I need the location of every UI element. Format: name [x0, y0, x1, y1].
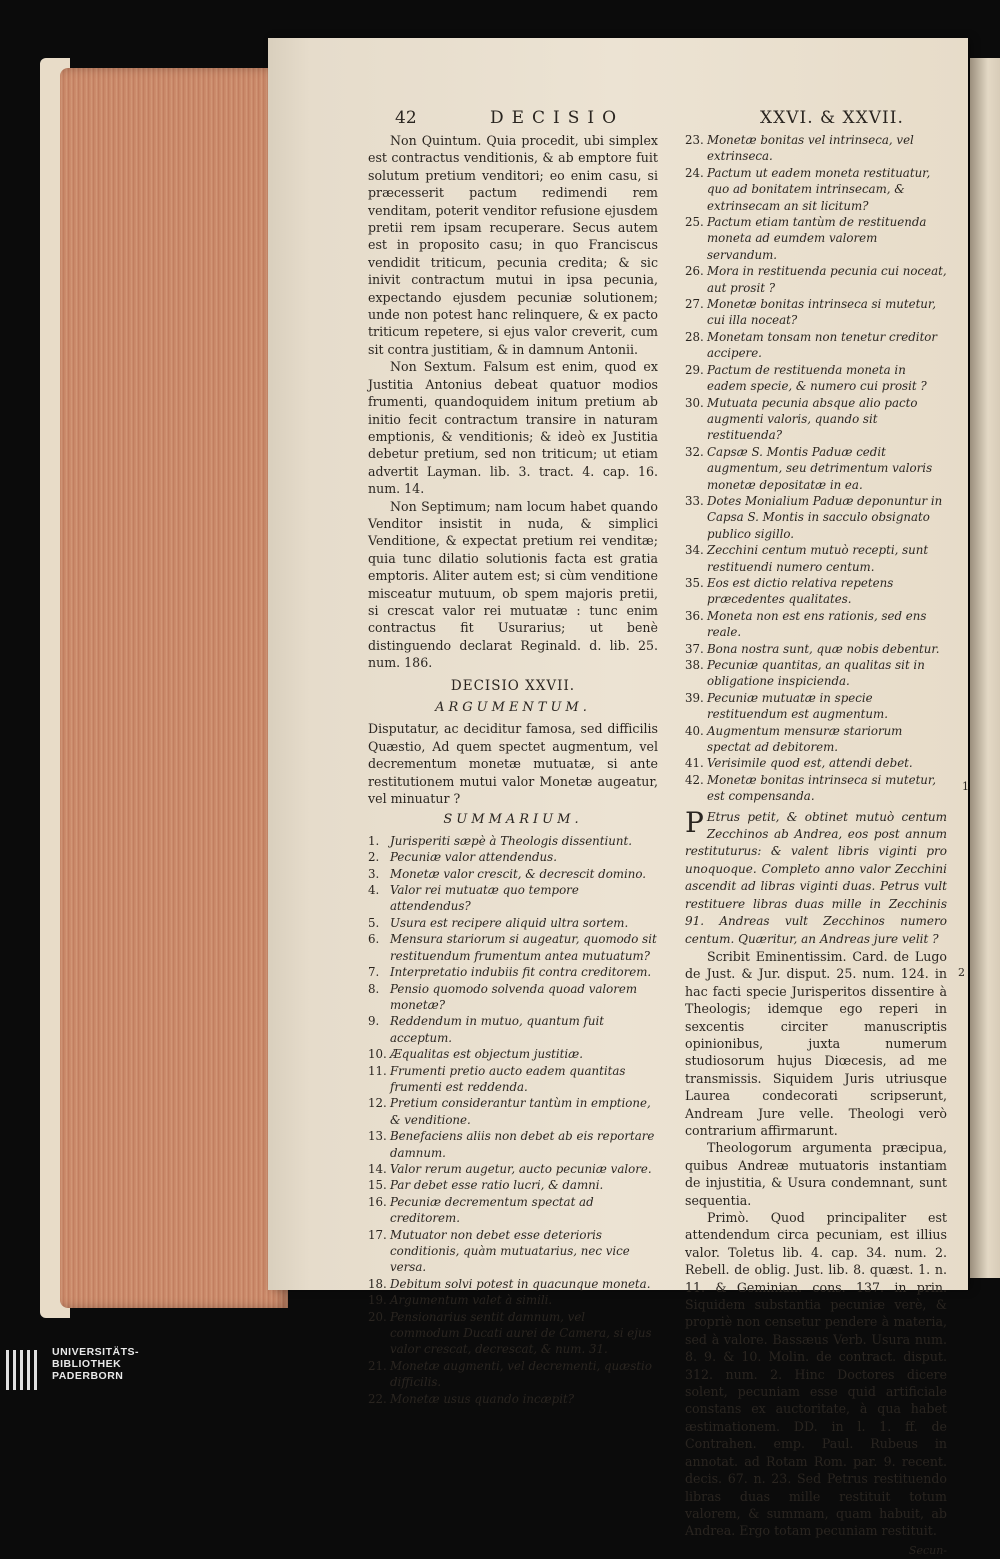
argumentum-heading: ARGUMENTUM.: [435, 700, 591, 715]
item-text: Æqualitas est objectum justitiæ.: [390, 1047, 583, 1062]
item-number: 3.: [368, 866, 380, 881]
summarium-item: [685, 772, 947, 805]
library-logo: [0, 1342, 200, 1394]
item-text: Monetæ augmenti, vel decrementi, quæstio difficilis.: [390, 1358, 652, 1390]
item-number: 16.: [368, 1194, 387, 1209]
item-text: Eos est dictio relativa repetens præcedentes qualitates.: [707, 575, 894, 607]
drop-capital: P: [685, 805, 704, 839]
summarium-item: [685, 132, 947, 165]
logo-bars-icon: [6, 1350, 41, 1394]
item-number: 40.: [685, 723, 704, 738]
summarium-item: [368, 882, 658, 915]
header-title: DECISIO: [490, 108, 625, 128]
summarium-item: [685, 362, 947, 395]
item-text: Zecchini centum mutuò recepti, sunt restituendi numero centum.: [707, 543, 929, 574]
item-number: 2.: [368, 850, 380, 865]
running-header: [395, 108, 940, 134]
item-text: Usura est recipere aliquid ultra sortem.: [390, 915, 629, 930]
paragraph: Non Septimum; nam locum habet quando Venditor insistit in nuda, & simplici Venditione, & expectat pretium rei venditæ; quia tunc dilatio solutionis facta est gratia emptoris. Aliter autem est; si cùm venditione misceatur mutuum, ob spem majoris pretii, si crescat valor rei mutuatæ : tunc enim contractus fit Usurarius; ut benè distinguendo declarat Reginald. d. lib. 25. num. 186.: [368, 498, 658, 671]
item-number: 18.: [368, 1276, 387, 1291]
summarium-item: [685, 575, 947, 608]
item-number: 11.: [368, 1063, 387, 1078]
item-number: 42.: [685, 772, 704, 787]
item-text: Dotes Monialium Paduæ deponuntur in Capsa S. Montis in sacculo obsignato publico sigillo.: [707, 493, 943, 541]
item-number: 36.: [685, 608, 704, 623]
item-text: Pensio quomodo solvenda quoad valorem monetæ?: [390, 981, 638, 1012]
summarium-item: [368, 1177, 658, 1193]
item-text: Pretium considerantur tantùm in emptione, & venditione.: [390, 1096, 651, 1127]
item-text: Capsæ S. Montis Paduæ cedit augmentum, seu detrimentum valoris monetæ depositatæ in ea.: [707, 444, 933, 492]
decisio-heading: DECISIO XXVII.: [450, 677, 576, 694]
summarium-item: [368, 981, 658, 1014]
item-text: Jurisperiti sæpè à Theologis dissentiunt.: [390, 833, 632, 848]
item-number: 15.: [368, 1178, 387, 1193]
case-text: Etrus petit, & obtinet mutuò centum Zecchinos ab Andrea, eos post annum restituturus: & valent libris viginti pro unoquoque. Completo anno valor Zecchini ascendit ad libras viginti duas. Petrus vult restituere libras duas mille in Zecchinis 91. Andreas vult Zecchinos numero centum. Quæritur, an Andreas jure velit ?: [685, 809, 947, 946]
item-text: Monetam tonsam non tenetur creditor accipere.: [707, 329, 938, 361]
item-text: Bona nostra sunt, quæ nobis debentur.: [707, 641, 940, 656]
summarium-item: [685, 263, 947, 296]
item-text: Pactum etiam tantùm de restituenda moneta ad eumdem valorem servandum.: [707, 215, 927, 262]
summarium-item: [685, 608, 947, 641]
summarium-item: [685, 493, 947, 542]
page-block-edge: [60, 68, 288, 1308]
summarium-item: [368, 849, 658, 865]
summarium-item: [685, 329, 947, 362]
summarium-item: [368, 1276, 658, 1292]
item-number: 26.: [685, 264, 704, 279]
summarium-item: [368, 1161, 658, 1177]
item-text: Argumentum valet à simili.: [390, 1293, 553, 1308]
item-number: 10.: [368, 1047, 387, 1062]
item-text: Pecuniæ decrementum spectat ad creditorem.: [390, 1194, 594, 1226]
item-number: 32.: [685, 444, 704, 459]
item-text: Pecuniæ mutuatæ in specie restituendum est augmentum.: [707, 690, 888, 722]
summarium-item: [685, 296, 947, 329]
item-number: 24.: [685, 165, 704, 180]
catchword: Secun-: [908, 1543, 947, 1557]
margin-note: 1: [962, 780, 969, 793]
summarium-item: [368, 1391, 658, 1407]
summarium-heading: SUMMARIUM.: [443, 812, 583, 828]
summarium-item: [685, 657, 947, 690]
facing-page-edge: [970, 58, 1000, 1278]
item-text: Monetæ bonitas vel intrinseca, vel extrinseca.: [707, 133, 914, 164]
logo-line: BIBLIOTHEK: [52, 1358, 122, 1370]
summarium-item: [368, 931, 658, 964]
item-text: Pensionarius sentit damnum, vel commodum Ducati aurei de Camera, si ejus valor crescat, decrescat, & num. 31.: [390, 1309, 652, 1357]
item-number: 8.: [368, 981, 380, 996]
item-text: Pactum de restituenda moneta in eadem specie, & numero cui prosit ?: [707, 362, 927, 394]
summarium-item: [368, 1358, 658, 1391]
item-number: 7.: [368, 965, 380, 980]
summarium-item: [685, 395, 947, 444]
item-number: 21.: [368, 1358, 387, 1373]
item-number: 19.: [368, 1293, 387, 1308]
item-number: 30.: [685, 395, 704, 410]
summarium-item: [368, 1227, 658, 1276]
item-text: Valor rei mutuatæ quo tempore attendendus?: [390, 883, 579, 914]
item-text: Pecuniæ valor attendendus.: [390, 850, 557, 865]
item-number: 28.: [685, 329, 704, 344]
summarium-item: [368, 1013, 658, 1046]
item-text: Mora in restituenda pecunia cui noceat, aut prosit ?: [707, 264, 947, 295]
item-text: Pactum ut eadem moneta restituatur, quo ad bonitatem intrinsecam, & extrinsecam an sit licitum?: [707, 165, 931, 213]
summarium-item: [685, 723, 947, 756]
logo-line: PADERBORN: [52, 1370, 124, 1382]
summarium-list-continued: [685, 132, 947, 805]
summarium-item: [368, 833, 658, 849]
item-number: 9.: [368, 1014, 380, 1029]
item-number: 23.: [685, 133, 704, 147]
item-text: Monetæ bonitas intrinseca si mutetur, est compensanda.: [707, 772, 937, 804]
summarium-item: [368, 964, 658, 980]
item-text: Valor rerum augetur, aucto pecuniæ valore.: [390, 1161, 652, 1176]
summarium-item: [368, 1128, 658, 1161]
summarium-item: [368, 1095, 658, 1128]
item-number: 38.: [685, 658, 704, 672]
item-text: Mensura stariorum si augeatur, quomodo sit restituendum frumentum antea mutuatum?: [390, 932, 657, 963]
header-title-numbers: XXVI. & XXVII.: [760, 108, 904, 128]
summarium-item: [368, 1063, 658, 1096]
item-text: Benefaciens aliis non debet ab eis reportare damnum.: [390, 1129, 655, 1160]
item-number: 5.: [368, 915, 380, 930]
item-text: Verisimile quod est, attendi debet.: [707, 756, 913, 771]
item-text: Augmentum mensuræ stariorum spectat ad debitorem.: [707, 723, 903, 755]
summarium-list: [368, 833, 658, 1407]
item-text: Monetæ valor crescit, & decrescit domino.: [390, 866, 646, 881]
paragraph: Theologorum argumenta præcipua, quibus Andreæ mutuatoris instantiam de injustitia, & Usura condemnant, sunt sequentia.: [685, 1140, 947, 1208]
item-text: Reddendum in mutuo, quantum fuit acceptum.: [390, 1014, 605, 1045]
item-text: Mutuator non debet esse deterioris conditionis, quàm mutuatarius, nec vice versa.: [390, 1227, 630, 1275]
summarium-item: [685, 444, 947, 493]
paragraph: Scribit Eminentissim. Card. de Lugo de Just. & Jur. disput. 25. num. 124. in hac facti specie Jurisperitos dissentire à Theologis; idemque ego reperi in sexcentis circiter manuscriptis opinionibus, juxta numerum studiosorum hujus Diœcesis, ad me transmissis. Siquidem Juris utriusque Laurea condecorati scripserunt, Andream Jure velle. Theologi verò contrarium affirmarunt.: [685, 948, 947, 1138]
item-text: Interpretatio indubiis fit contra creditorem.: [390, 965, 652, 980]
item-number: 17.: [368, 1227, 387, 1242]
summarium-item: [368, 1046, 658, 1062]
item-number: 20.: [368, 1309, 387, 1324]
paragraph: Non Quintum. Quia procedit, ubi simplex est contractus venditionis, & ab emptore fuit solutum pretium venditori; eo enim casu, si præcesserit pactum redimendi rem venditam, poterit venditor refusione ejusdem pretii rem ipsam recuperare. Secus autem est in proposito casu; in quo Franciscus vendidit triticum, pecunia credita; & sic inivit contractum mutui in ipsa pecunia, expectando ejusdem pecuniæ solutionem; unde non potest hanc relinquere, & ex pacto triticum repetere, si ejus valor creverit, cum sit contra justitiam, & in damnum Antonii.: [368, 133, 658, 357]
argumentum-text: Disputatur, ac deciditur famosa, sed difficilis Quæstio, Ad quem spectet augmentum, vel decrementum monetæ mutuatæ, si ante restitutionem mutui valor Monetæ augeatur, vel minuatur ?: [368, 721, 658, 807]
item-number: 37.: [685, 641, 704, 656]
case-statement: [685, 805, 947, 948]
margin-note: 2: [958, 966, 965, 979]
page-number: 42: [395, 108, 417, 128]
summarium-item: [368, 915, 658, 931]
summarium-item: [685, 690, 947, 723]
logo-line: UNIVERSITÄTS-: [52, 1346, 140, 1358]
item-number: 6.: [368, 932, 380, 947]
summarium-item: [685, 165, 947, 214]
summarium-item: [368, 1194, 658, 1227]
right-column: [685, 132, 947, 1559]
item-text: Moneta non est ens rationis, sed ens reale.: [707, 608, 927, 640]
item-number: 35.: [685, 575, 704, 590]
paragraph: Primò. Quod principaliter est attendendum circa pecuniam, est illius valor. Toletus lib. 4. cap. 34. num. 2. Rebell. de oblig. Just. lib. 8. quæst. 1. n. 11. & Geminian. cons. 137. in prin. Siquidem substantia pecuniæ verè, & propriè non censetur pendere à materia, sed à valore. Bassæus Verb. Usura num. 8. 9. & 10. Molin. de contract. disput. 312. num. 2. Hinc Doctores dicere solent, pecuniam esse quid artificiale constans ex auctoritate, à qua habet æstimationem. DD. in l. 1. ff. de Contrahen. emp. Paul. Rubeus in annotat. ad Rotam Rom. par. 9. recent. decis. 67. n. 23. Sed Petrus restituendo libras duas mille restituit totum valorem, & summam, quam habuit, ab Andrea. Ergo totam pecuniam restituit.: [685, 1210, 947, 1539]
item-number: 14.: [368, 1161, 387, 1176]
item-number: 13.: [368, 1129, 387, 1144]
item-text: Pecuniæ quantitas, an qualitas sit in obligatione inspicienda.: [707, 658, 925, 689]
item-text: Debitum solvi potest in quacunque moneta.: [390, 1276, 651, 1291]
item-number: 25.: [685, 215, 704, 230]
summarium-item: [368, 866, 658, 882]
paragraph: Non Sextum. Falsum est enim, quod ex Justitia Antonius debeat quatuor modios frumenti, quandoquidem initum pretium ab initio fecit contractum transire in naturam emptionis, & venditionis; & ideò ex Justitia debetur pretium, sed non triticum; ut etiam advertit Layman. lib. 3. tract. 4. cap. 16. num. 14.: [368, 359, 658, 497]
summarium-item: [685, 214, 947, 263]
item-number: 34.: [685, 543, 704, 558]
summarium-item: [685, 542, 947, 575]
item-number: 29.: [685, 362, 704, 377]
summarium-item: [685, 755, 947, 771]
item-text: Monetæ usus quando incæpit?: [390, 1391, 575, 1406]
summarium-item: [368, 1309, 658, 1358]
summarium-item: [685, 641, 947, 657]
item-number: 1.: [368, 833, 380, 848]
item-number: 41.: [685, 756, 704, 771]
item-number: 27.: [685, 297, 704, 312]
item-number: 39.: [685, 690, 704, 705]
item-number: 33.: [685, 493, 704, 508]
summarium-item: [368, 1292, 658, 1308]
item-text: Par debet esse ratio lucri, & damni.: [390, 1178, 604, 1193]
item-text: Frumenti pretio aucto eadem quantitas frumenti est reddenda.: [390, 1063, 626, 1094]
item-number: 22.: [368, 1391, 387, 1406]
item-number: 4.: [368, 883, 380, 898]
item-number: 12.: [368, 1096, 387, 1111]
item-text: Monetæ bonitas intrinseca si mutetur, cui illa noceat?: [707, 297, 937, 328]
item-text: Mutuata pecunia absque alio pacto augmenti valoris, quando sit restituenda?: [707, 395, 918, 443]
left-column: [368, 132, 658, 1407]
